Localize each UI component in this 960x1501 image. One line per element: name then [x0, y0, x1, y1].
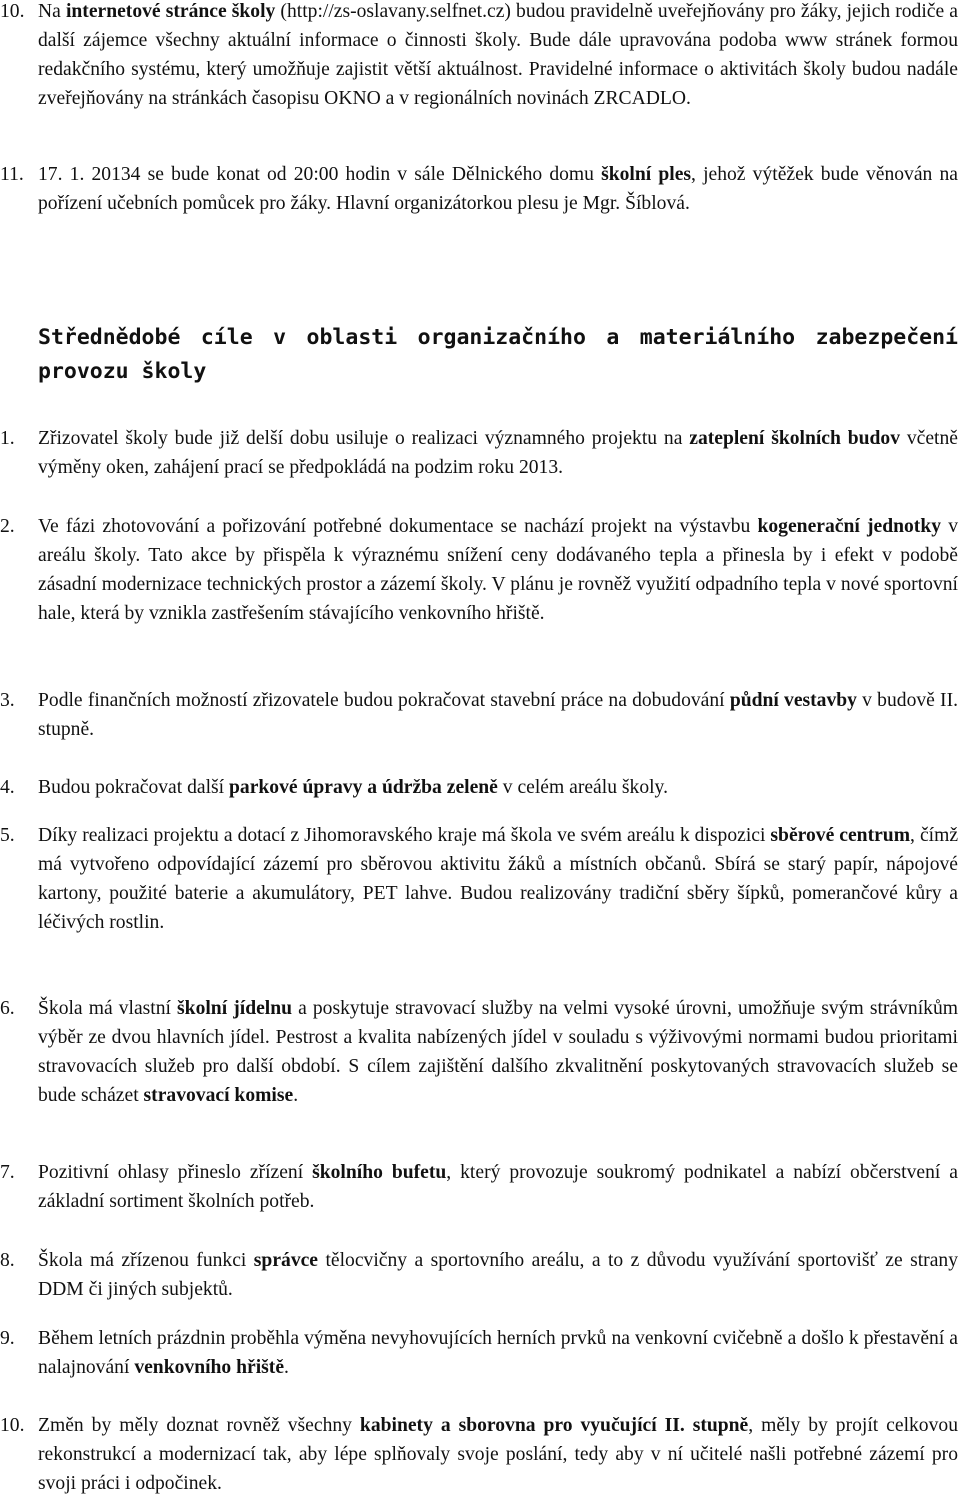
emphasis-text: parkové úpravy a údržba zeleně [229, 777, 498, 798]
emphasis-text: školní jídelnu [177, 998, 293, 1019]
item-text [38, 994, 958, 1110]
item-text [38, 1246, 958, 1304]
emphasis-text: školního bufetu [312, 1162, 447, 1183]
item-text [38, 1411, 958, 1498]
item-number: 10. [0, 1, 25, 22]
emphasis-text: internetové stránce školy [65, 1, 276, 22]
item-number: 2. [0, 516, 15, 537]
text-run: , který provozuje soukromý podnikatel a nabízí občerstvení a základní sortiment školních potřeb. [38, 1162, 959, 1212]
text-run: Škola má zřízenou funkci [38, 1250, 254, 1271]
item-number: 9. [0, 1328, 15, 1349]
text-run: Díky realizaci projektu a dotací z Jihomoravského kraje má škola ve svém areálu k dispozici [38, 825, 771, 846]
text-run: , čímž má vytvořeno odpovídající zázemí pro sběrovou aktivitu žáků a místních občanů. Sbírá se starý papír, nápojové kartony, použité baterie a akumulátory, PET lahve. Budou realizovány tradiční sběry šípků, pomerančové kůry a léčivých rostlin. [38, 825, 959, 933]
emphasis-text: správce [253, 1250, 319, 1271]
emphasis-text: zateplení školních budov [689, 428, 901, 449]
item-number: 7. [0, 1162, 15, 1183]
item-text [38, 160, 958, 218]
item-number: 4. [0, 777, 15, 798]
text-run: Na [38, 1, 66, 22]
list-item-11-ples [0, 160, 958, 218]
list-item-2 [0, 512, 958, 628]
emphasis-text: venkovního hřiště [134, 1357, 285, 1378]
text-run: , měly by projít celkovou rekonstrukcí a modernizací tak, aby lépe splňovaly svoje poslání, tedy aby v ní učitelé našli potřebné zázemí pro svoji práci i odpočinek. [38, 1415, 958, 1494]
list-item-10-kabinety [0, 1411, 958, 1498]
text-run: Ve fázi zhotovování a pořizování potřebné dokumentace se nachází projekt na výstavbu [38, 516, 758, 537]
list-item-10-web [0, 0, 958, 113]
text-run: Zřizovatel školy bude již delší dobu usiluje o realizaci významného projektu na [38, 428, 690, 449]
text-run: 17. 1. 20134 se bude konat od 20:00 hodin v sále Dělnického domu [38, 164, 602, 185]
emphasis-text: půdní vestavby [729, 690, 857, 711]
item-text [38, 0, 958, 113]
item-number: 3. [0, 690, 15, 711]
list-item-4 [0, 773, 958, 802]
text-run: Budou pokračovat další [38, 777, 230, 798]
item-text [38, 1324, 958, 1382]
item-text [38, 821, 958, 937]
text-run: Škola má vlastní [38, 998, 178, 1019]
item-text [38, 424, 958, 482]
section-heading: Střednědobé cíle v oblasti organizačního a materiálního zabezpečení provozu školy [38, 325, 958, 384]
item-number: 1. [0, 428, 15, 449]
list-item-5 [0, 821, 958, 937]
text-run: (http://zs-oslavany.selfnet.cz) budou pravidelně uveřejňovány pro žáky, jejich rodiče a další zájemce všechny aktuální informace o činnosti školy. Bude dále upravována podoba www stránek formou redakčního systému, který umožňuje zajistit větší aktuálnost. Pravidelné informace o aktivitách školy budou nadále zveřejňovány na stránkách časopisu OKNO a v regionálních novinách ZRCADLO. [38, 1, 958, 109]
text-run: a poskytuje stravovací služby na velmi vysoké úrovni, umožňuje svým strávníkům výběr ze dvou hlavních jídel. Pestrost a kvalita nabízených jídel v souladu s výživovými normami budou prioritami stravovacích služeb pro další období. S cílem zajištění dalšího zkvalitnění poskytovaných stravovacích služeb se bude scházet [38, 998, 958, 1106]
text-run: v budově II. stupně. [38, 690, 958, 740]
text-run: Podle finančních možností zřizovatele budou pokračovat stavební práce na dobudování [38, 690, 730, 711]
item-text [38, 512, 958, 628]
list-item-3 [0, 686, 958, 744]
text-run: včetně výměny oken, zahájení prací se předpokládá na podzim roku 2013. [38, 428, 958, 478]
text-run: tělocvičny a sportovního areálu, a to z důvodu využívání sportovišť ze strany DDM či jiných subjektů. [38, 1250, 959, 1300]
emphasis-text: kogenerační jednotky [757, 516, 942, 537]
text-run: . [293, 1085, 299, 1106]
text-run: v celém areálu školy. [497, 777, 668, 798]
text-run: , jehož výtěžek bude věnován na pořízení učebních pomůcek pro žáky. Hlavní organizátorkou plesu je Mgr. Šíblová. [38, 164, 958, 214]
text-run: v areálu školy. Tato akce by přispěla k výraznému snížení ceny dodávaného tepla a přinesla by i efekt v podobě zásadní modernizace technických prostor a zázemí školy. V plánu je rovněž využití odpadního tepla v nové sportovní hale, která by vznikla zastřešením stávajícího venkovního hřiště. [38, 516, 958, 624]
text-run: . [284, 1357, 289, 1378]
list-item-9 [0, 1324, 958, 1382]
list-item-1 [0, 424, 958, 482]
emphasis-text: školní ples [601, 164, 692, 185]
emphasis-text: sběrové centrum [770, 825, 911, 846]
item-number: 5. [0, 825, 15, 846]
list-item-7 [0, 1158, 958, 1216]
emphasis-text: kabinety a sborovna pro vyučující II. stupně [359, 1415, 749, 1436]
list-item-6 [0, 994, 958, 1110]
item-number: 8. [0, 1250, 15, 1271]
text-run: Pozitivní ohlasy přineslo zřízení [38, 1162, 313, 1183]
text-run: Změn by měly doznat rovněž všechny [38, 1415, 360, 1436]
item-number: 6. [0, 998, 15, 1019]
item-number: 11. [0, 164, 24, 185]
item-number: 10. [0, 1415, 25, 1436]
list-item-8 [0, 1246, 958, 1304]
text-run: Během letních prázdnin proběhla výměna nevyhovujících herních prvků na venkovní cvičebně a došlo k přestavění a nalajnování [38, 1328, 958, 1378]
item-text [38, 773, 958, 802]
emphasis-text: stravovací komise [143, 1085, 294, 1106]
item-text [38, 686, 958, 744]
item-text [38, 1158, 958, 1216]
